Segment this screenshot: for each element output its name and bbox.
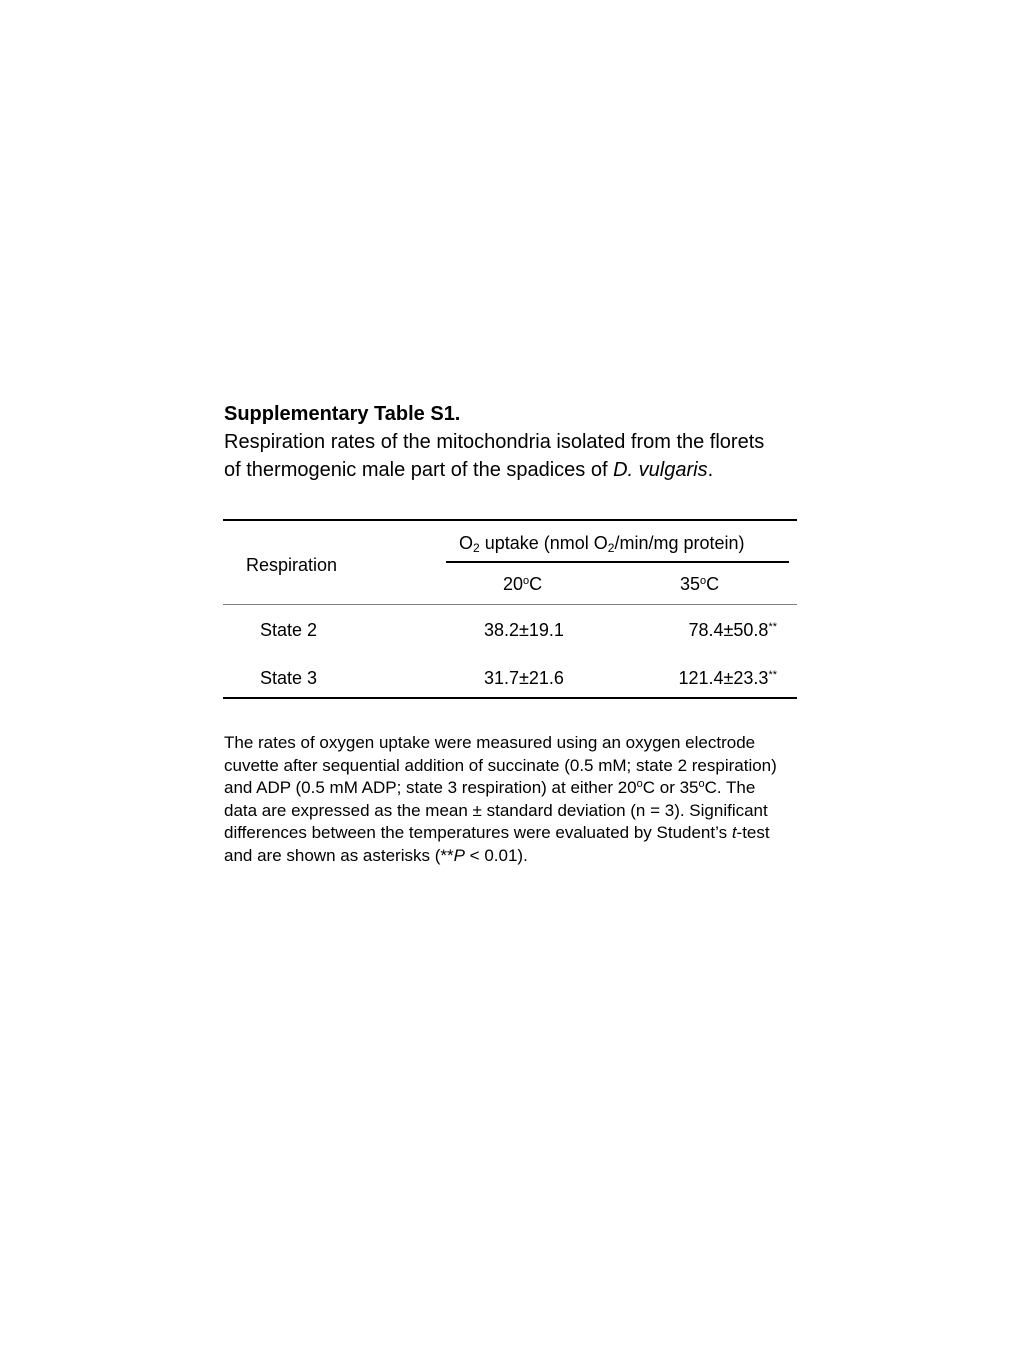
caption-period: .	[707, 459, 714, 481]
footnote-text: C. The	[704, 778, 756, 798]
row-label-state-3: State 3	[260, 668, 318, 688]
cell-state3-20c: 31.7±21.6	[484, 668, 564, 688]
footnote-text: -test	[736, 823, 770, 843]
group-header-part: O	[459, 533, 474, 553]
footnote-line-6	[224, 845, 844, 868]
italic-p: P	[453, 845, 465, 865]
respiration-table	[223, 519, 797, 699]
footnote-text: and are shown as asterisks (**	[224, 845, 454, 865]
column-header-unit: C	[706, 574, 720, 594]
group-header-part: uptake (nmol O	[479, 533, 608, 553]
footnote-line-3	[224, 777, 844, 800]
degree-mark: o	[636, 778, 643, 791]
caption-line-2-text: of thermogenic male part of the spadices of	[224, 459, 614, 481]
footnote-line-2: cuvette after sequential addition of succinate (0.5 mM; state 2 respiration)	[224, 755, 777, 775]
cell-value: 121.4±23.3	[678, 668, 769, 688]
degree-mark: o	[698, 778, 705, 791]
degree-mark: o	[700, 575, 707, 587]
table-bottom-rule	[223, 697, 797, 699]
italic-t: t	[731, 823, 737, 843]
table-top-rule	[223, 519, 797, 521]
cell-state3-35c	[678, 667, 777, 689]
degree-mark: o	[523, 575, 530, 587]
cell-state2-20c: 38.2±19.1	[484, 620, 564, 640]
significance-mark: **	[768, 669, 777, 681]
table-label: Supplementary Table S1.	[224, 403, 461, 425]
footnote-line-5	[224, 822, 844, 845]
footnote-text: C or 35	[642, 778, 699, 798]
table-caption	[224, 400, 864, 484]
table-header-rule	[223, 604, 797, 605]
species-name: D. vulgaris	[613, 459, 708, 481]
group-header-rule	[446, 561, 789, 563]
subscript-2: 2	[473, 541, 480, 555]
footnote-text: < 0.01).	[464, 845, 528, 865]
group-header-part: /min/mg protein)	[614, 533, 745, 553]
column-header-number: 20	[503, 574, 524, 594]
cell-state2-35c	[688, 619, 777, 641]
footnote-line-1: The rates of oxygen uptake were measured using an oxygen electrode	[224, 733, 756, 752]
footnote-text: differences between the temperatures were evaluated by Student’s	[224, 823, 732, 843]
group-header-o2-uptake	[459, 532, 745, 554]
subscript-2: 2	[607, 541, 615, 555]
footnote-line-4: data are expressed as the mean ± standard deviation (n = 3). Significant	[224, 800, 768, 820]
cell-value: 78.4±50.8	[688, 620, 769, 640]
row-header-respiration: Respiration	[246, 555, 338, 575]
row-label-state-2: State 2	[260, 620, 318, 640]
table-footnote	[224, 732, 844, 868]
column-header-number: 35	[680, 574, 701, 594]
column-header-35c	[680, 573, 719, 595]
column-header-unit: C	[529, 574, 543, 594]
caption-line-2	[224, 456, 864, 484]
caption-line-1: Respiration rates of the mitochondria isolated from the florets	[224, 431, 765, 453]
footnote-text: and ADP (0.5 mM ADP; state 3 respiration) at either 20	[224, 778, 637, 798]
significance-mark: **	[768, 621, 777, 633]
column-header-20c	[503, 573, 542, 595]
